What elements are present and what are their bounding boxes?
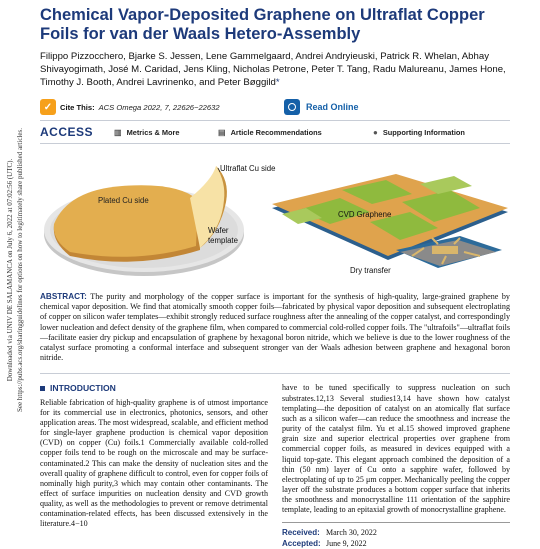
watermark-line-2: See https://pubs.acs.org/sharingguidelines for options on how to legitimately share published articles. bbox=[16, 128, 24, 412]
corresponding-author-mark: * bbox=[275, 77, 280, 88]
dry-transfer-label: Dry transfer bbox=[350, 266, 391, 275]
left-column bbox=[40, 383, 268, 549]
bar-chart-icon: ▥ bbox=[114, 127, 122, 137]
read-online-icon bbox=[284, 99, 300, 115]
abstract-label: ABSTRACT: bbox=[40, 292, 87, 301]
quote-icon: ✓ bbox=[40, 99, 56, 115]
cite-this-button[interactable] bbox=[40, 97, 272, 117]
received-line bbox=[282, 527, 510, 538]
info-icon: ● bbox=[373, 127, 378, 137]
article-title: Chemical Vapor-Deposited Graphene on Ultraflat Copper Foils for van der Waals Hetero-Assembly bbox=[40, 6, 485, 43]
read-online-label: Read Online bbox=[306, 102, 359, 112]
article-page bbox=[40, 6, 510, 549]
recommendations-label: Article Recommendations bbox=[230, 127, 322, 137]
metrics-more-link[interactable] bbox=[114, 128, 218, 137]
abstract-text: The purity and morphology of the copper surface is important for the synthesis of high-quality, large-grained graphene by chemical vapor deposition. We find that atomically smooth copper foils—fabricated by physical vapor deposition and subsequent electroplating of copper on silicon wafer templates—exhibit strongly reduced surface roughness after the annealing of the copper catalyst, and correspondingly lower nucleation and defect density of the graphene film, when compared to commercial cold-rolled copper foils. The "ultrafoils"—ultraflat foils—facilitate easier dry pickup and encapsulation of graphene by hexagonal boron nitride, which we believe is due to the lower roughness of the catalyst surface promoting a conformal interface and subsequent stronger van der Waals adhesion between graphene and hexagonal boron nitride. bbox=[40, 292, 510, 363]
introduction-heading-text: INTRODUCTION bbox=[50, 383, 116, 394]
article-recommendations-link[interactable] bbox=[218, 128, 373, 137]
introduction-paragraph-1: Reliable fabrication of high-quality graphene is of utmost importance for its commercial use in electronics, photonics, sensors, and other application areas. The most widespread, scalable, and efficient method for single-layer graphene production is chemical vapor deposition (CVD) on copper (Cu) foils.1 Commercially available cold-rolled copper foils tend to be rough on the microscale and may be surface-contaminated.2 This can make the density of nucleation sites and the overall quality of graphene difficult to control, even for copper foils of nominally high purity,3 which may contain other contaminants. The effect of surface impurities on nucleation density and CVD growth quality, as well as the methodologies to prevent or remove detrimental contamination-related effects, has been discussed extensively in the literature.4−10 bbox=[40, 397, 268, 529]
document-list-icon: ▤ bbox=[218, 127, 226, 137]
cite-label: Cite This: bbox=[60, 102, 95, 112]
access-bar bbox=[40, 120, 510, 144]
received-label: Received: bbox=[282, 528, 320, 538]
read-online-button[interactable] bbox=[284, 97, 359, 117]
author-list bbox=[40, 50, 510, 89]
section-square-icon bbox=[40, 386, 45, 391]
plated-cu-label: Plated Cu side bbox=[98, 196, 149, 205]
introduction-heading bbox=[40, 383, 268, 393]
author-names[interactable]: Filippo Pizzocchero, Bjarke S. Jessen, Lene Gammelgaard, Andrei Andryieuski, Patrick R. Whelan, Abhay Shivayogimath, José M. Caridad, Jens Kling, Nicholas Petrone, Peter T. Tang, Radu Malureanu, James Hone, Timothy J. Booth, Andrei Lavrinenko, and Peter Bøggild bbox=[40, 51, 506, 88]
download-watermark bbox=[0, 0, 30, 540]
cite-row bbox=[40, 96, 510, 118]
watermark-line-1: Downloaded via UNIV DE SALAMANCA on July 6, 2022 at 07:02:56 (UTC). bbox=[6, 158, 14, 382]
supporting-label: Supporting Information bbox=[382, 127, 465, 137]
accepted-line bbox=[282, 538, 510, 549]
citation-reference: ACS Omega 2022, 7, 22626−22632 bbox=[98, 102, 220, 112]
ultraflat-cu-label: Ultraflat Cu side bbox=[220, 164, 276, 173]
access-label: ACCESS bbox=[40, 125, 94, 139]
introduction-paragraph-2: have to be tuned specifically to suppress nucleation on such substrates.12,13 Several studies13,14 have shown how catalyst templating—the deposition of catalyst on an atomically flat surface such as a silicon wafer—can reduce the smoothness and increase the purity of the catalyst film. Yu et al.15 showed improved graphene grain size and superior electrical properties over graphene from commercial copper foils, as measured in devices equipped with a liquid top-gate. This elegant approach combined the deposition of a thin (50 nm) layer of Cu onto a sapphire wafer, followed by electroplating of up to 25 μm copper. Mechanically peeling the copper layer off the substrate produces a bottom copper surface that inherits the smoothness and monocrystalline 111 orientation of the sapphire template, leading to an epitaxial growth of monocrystalline graphene. bbox=[282, 383, 510, 515]
wafer-template-label: Wafer template bbox=[208, 226, 238, 245]
article-history bbox=[282, 522, 510, 549]
abstract bbox=[40, 286, 510, 374]
right-column bbox=[282, 383, 510, 549]
accepted-date: June 9, 2022 bbox=[326, 539, 367, 549]
supporting-information-link[interactable] bbox=[373, 128, 465, 137]
cvd-graphene-label: CVD Graphene bbox=[338, 210, 392, 219]
received-date: March 30, 2022 bbox=[326, 528, 377, 538]
toc-graphic bbox=[40, 152, 510, 280]
metrics-label: Metrics & More bbox=[126, 127, 180, 137]
accepted-label: Accepted: bbox=[282, 539, 321, 549]
body-columns bbox=[40, 383, 510, 549]
